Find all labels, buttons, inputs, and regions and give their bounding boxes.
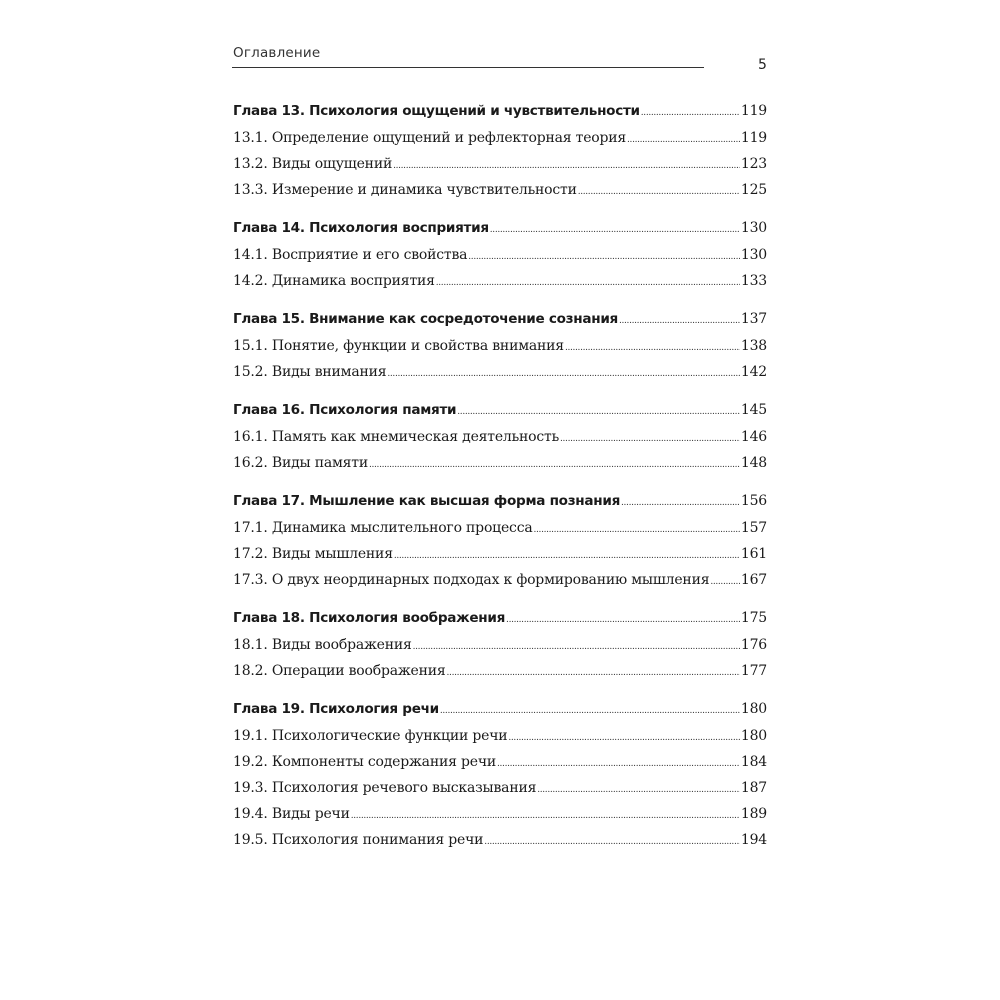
chapter-title: Глава 18. Психология воображения xyxy=(233,610,506,626)
dot-leader xyxy=(369,452,740,478)
toc-chapter-block xyxy=(233,306,767,385)
section-title: 13.3. Измерение и динамика чувствительности xyxy=(233,182,577,198)
section-title: 14.2. Динамика восприятия xyxy=(233,273,435,289)
dot-leader xyxy=(619,308,740,335)
toc-section-entry[interactable] xyxy=(233,723,767,749)
toc-chapter-entry[interactable] xyxy=(233,306,767,333)
dot-leader xyxy=(506,607,740,634)
section-page-number: 184 xyxy=(740,754,767,770)
chapter-title: Глава 15. Внимание как сосредоточение сознания xyxy=(233,311,618,327)
toc-section-entry[interactable] xyxy=(233,567,767,593)
toc-section-entry[interactable] xyxy=(233,541,767,567)
section-page-number: 125 xyxy=(740,182,767,198)
dot-leader xyxy=(394,543,740,569)
dot-leader xyxy=(413,634,740,660)
toc-section-entry[interactable] xyxy=(233,515,767,541)
chapter-page-number: 145 xyxy=(740,402,767,418)
chapter-page-number: 156 xyxy=(740,493,767,509)
chapter-title: Глава 16. Психология памяти xyxy=(233,402,457,418)
toc-chapter-entry[interactable] xyxy=(233,605,767,632)
dot-leader xyxy=(436,270,740,296)
toc-section-entry[interactable] xyxy=(233,658,767,684)
dot-leader xyxy=(578,179,740,205)
toc-section-entry[interactable] xyxy=(233,333,767,359)
toc-chapter-block xyxy=(233,488,767,593)
chapter-title: Глава 13. Психология ощущений и чувствительности xyxy=(233,103,640,119)
section-page-number: 138 xyxy=(740,338,767,354)
chapter-page-number: 130 xyxy=(740,220,767,236)
section-title: 14.1. Восприятие и его свойства xyxy=(233,247,468,263)
dot-leader xyxy=(565,335,740,361)
toc-section-entry[interactable] xyxy=(233,151,767,177)
dot-leader xyxy=(440,698,740,725)
section-title: 17.2. Виды мышления xyxy=(233,546,393,562)
page-number: 5 xyxy=(758,57,767,73)
header-rule xyxy=(232,67,704,68)
chapter-title: Глава 14. Психология восприятия xyxy=(233,220,489,236)
toc-section-entry[interactable] xyxy=(233,359,767,385)
dot-leader xyxy=(387,361,739,387)
toc-section-entry[interactable] xyxy=(233,450,767,476)
dot-leader xyxy=(484,829,740,855)
dot-leader xyxy=(560,426,740,452)
section-page-number: 142 xyxy=(740,364,767,380)
section-title: 19.2. Компоненты содержания речи xyxy=(233,754,497,770)
dot-leader xyxy=(393,153,740,179)
section-title: 13.2. Виды ощущений xyxy=(233,156,393,172)
section-title: 16.1. Память как мнемическая деятельность xyxy=(233,429,560,445)
toc-chapter-entry[interactable] xyxy=(233,397,767,424)
section-page-number: 194 xyxy=(740,832,767,848)
section-page-number: 123 xyxy=(740,156,767,172)
dot-leader xyxy=(641,100,740,127)
dot-leader xyxy=(508,725,739,751)
dot-leader xyxy=(457,399,740,426)
chapter-page-number: 180 xyxy=(740,701,767,717)
section-title: 19.4. Виды речи xyxy=(233,806,350,822)
toc-chapter-entry[interactable] xyxy=(233,215,767,242)
section-page-number: 161 xyxy=(740,546,767,562)
chapter-page-number: 119 xyxy=(740,103,767,119)
chapter-title: Глава 17. Мышление как высшая форма познания xyxy=(233,493,621,509)
dot-leader xyxy=(447,660,740,686)
section-page-number: 176 xyxy=(740,637,767,653)
toc-chapter-block xyxy=(233,98,767,203)
toc-section-entry[interactable] xyxy=(233,177,767,203)
section-page-number: 177 xyxy=(740,663,767,679)
dot-leader xyxy=(627,127,740,153)
section-title: 18.1. Виды воображения xyxy=(233,637,412,653)
section-page-number: 157 xyxy=(740,520,767,536)
section-title: 17.3. О двух неординарных подходах к формированию мышления xyxy=(233,572,710,588)
section-page-number: 180 xyxy=(740,728,767,744)
toc-chapter-block xyxy=(233,696,767,853)
toc-section-entry[interactable] xyxy=(233,424,767,450)
section-title: 19.5. Психология понимания речи xyxy=(233,832,484,848)
section-page-number: 148 xyxy=(740,455,767,471)
section-title: 13.1. Определение ощущений и рефлекторная теория xyxy=(233,130,627,146)
section-title: 17.1. Динамика мыслительного процесса xyxy=(233,520,533,536)
section-title: 19.3. Психология речевого высказывания xyxy=(233,780,537,796)
toc-chapter-entry[interactable] xyxy=(233,696,767,723)
toc-chapter-block xyxy=(233,397,767,476)
toc-chapter-entry[interactable] xyxy=(233,98,767,125)
chapter-title: Глава 19. Психология речи xyxy=(233,701,439,717)
toc-section-entry[interactable] xyxy=(233,775,767,801)
toc-section-entry[interactable] xyxy=(233,125,767,151)
toc-section-entry[interactable] xyxy=(233,268,767,294)
dot-leader xyxy=(351,803,740,829)
section-page-number: 167 xyxy=(740,572,767,588)
section-page-number: 133 xyxy=(740,273,767,289)
dot-leader xyxy=(537,777,740,803)
section-title: 15.2. Виды внимания xyxy=(233,364,387,380)
chapter-page-number: 175 xyxy=(740,610,767,626)
section-page-number: 119 xyxy=(740,130,767,146)
chapter-page-number: 137 xyxy=(740,311,767,327)
table-of-contents xyxy=(233,98,767,865)
toc-chapter-entry[interactable] xyxy=(233,488,767,515)
toc-section-entry[interactable] xyxy=(233,242,767,268)
toc-section-entry[interactable] xyxy=(233,749,767,775)
dot-leader xyxy=(468,244,740,270)
dot-leader xyxy=(490,217,740,244)
toc-section-entry[interactable] xyxy=(233,632,767,658)
toc-chapter-block xyxy=(233,215,767,294)
section-page-number: 146 xyxy=(740,429,767,445)
section-page-number: 130 xyxy=(740,247,767,263)
dot-leader xyxy=(534,517,740,543)
dot-leader xyxy=(710,569,740,595)
dot-leader xyxy=(497,751,740,777)
toc-section-entry[interactable] xyxy=(233,827,767,853)
dot-leader xyxy=(621,490,740,517)
section-page-number: 187 xyxy=(740,780,767,796)
running-title: Оглавление xyxy=(233,45,321,61)
toc-section-entry[interactable] xyxy=(233,801,767,827)
section-title: 15.1. Понятие, функции и свойства внимания xyxy=(233,338,564,354)
toc-chapter-block xyxy=(233,605,767,684)
section-title: 18.2. Операции воображения xyxy=(233,663,446,679)
section-title: 19.1. Психологические функции речи xyxy=(233,728,508,744)
section-title: 16.2. Виды памяти xyxy=(233,455,368,471)
section-page-number: 189 xyxy=(740,806,767,822)
